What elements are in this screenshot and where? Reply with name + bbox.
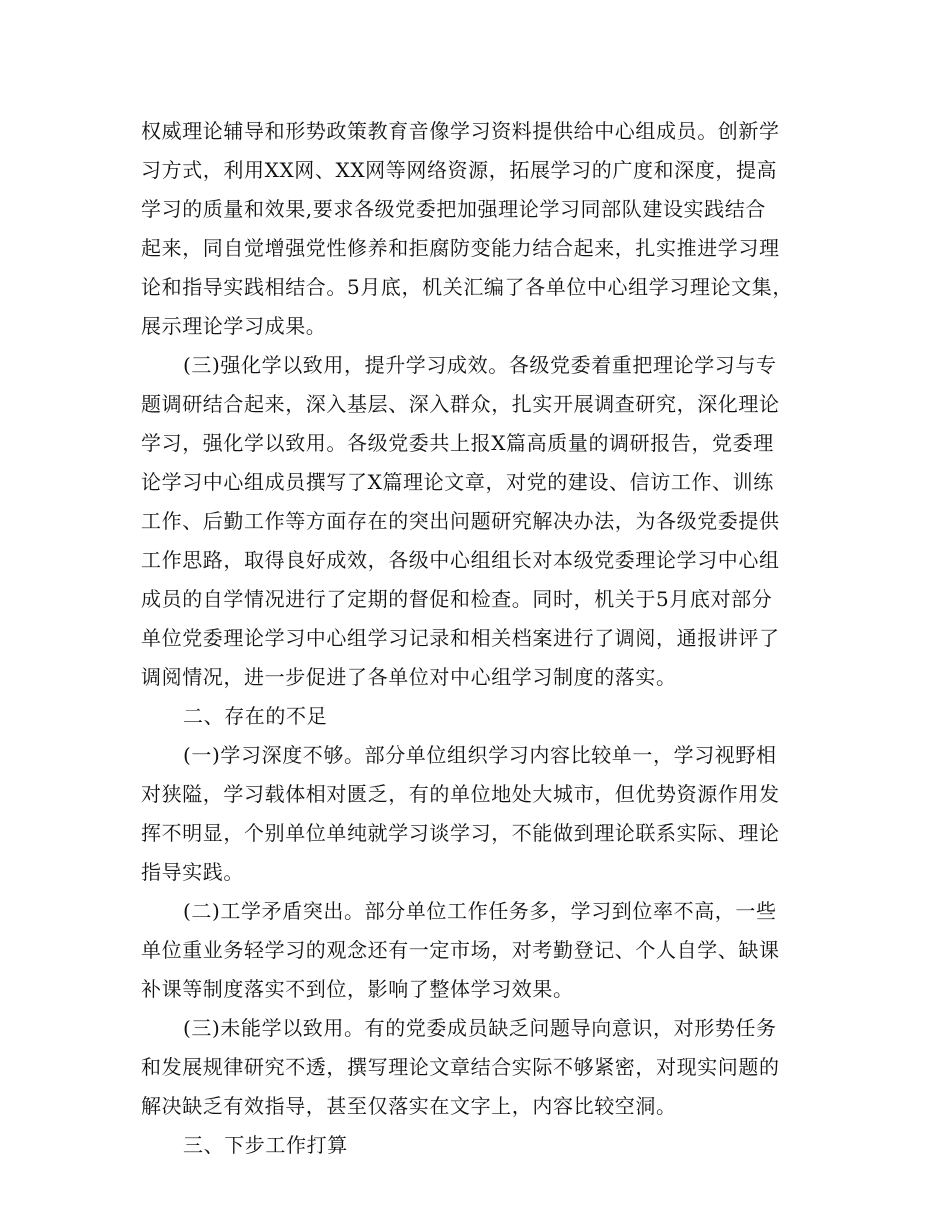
paragraph-line: 和发展规律研究不透，撰写理论文章结合实际不够紧密，对现实问题的	[141, 1055, 780, 1079]
paragraph-line: 补课等制度落实不到位，影响了整体学习效果。	[141, 977, 574, 1001]
paragraph-line: 习方式，利用XX网、XX网等网络资源，拓展学习的广度和深度，提高	[141, 158, 778, 182]
paragraph-line: 对狭隘，学习载体相对匮乏，有的单位地处大城市，但优势资源作用发	[141, 782, 780, 806]
paragraph-line: 单位党委理论学习中心组学习记录和相关档案进行了调阅，通报讲评了	[141, 626, 780, 650]
paragraph-line: 工作思路，取得良好成效，各级中心组组长对本级党委理论学习中心组	[141, 548, 780, 572]
paragraph-line: 单位重业务轻学习的观念还有一定市场，对考勤登记、个人自学、缺课	[141, 938, 780, 962]
paragraph-first-line: (三)强化学以致用，提升学习成效。各级党委着重把理论学习与专	[183, 353, 777, 377]
paragraph-first-line: 二、存在的不足	[183, 704, 328, 728]
paragraph-line: 学习，强化学以致用。各级党委共上报X篇高质量的调研报告，党委理	[141, 431, 774, 455]
paragraph-line: 题调研结合起来，深入基层、深入群众，扎实开展调查研究，深化理论	[141, 392, 780, 416]
paragraph-line: 论和指导实践相结合。5月底，机关汇编了各单位中心组学习理论文集，	[141, 275, 793, 299]
paragraph-line: 展示理论学习成果。	[141, 314, 327, 338]
paragraph-first-line: (三)未能学以致用。有的党委成员缺乏问题导向意识，对形势任务	[183, 1016, 777, 1040]
paragraph-line: 解决缺乏有效指导，甚至仅落实在文字上，内容比较空洞。	[141, 1094, 677, 1118]
paragraph-line: 权威理论辅导和形势政策教育音像学习资料提供给中心组成员。创新学	[141, 119, 780, 143]
paragraph-line: 指导实践。	[141, 860, 244, 884]
paragraph-line: 论学习中心组成员撰写了X篇理论文章，对党的建设、信访工作、训练	[141, 470, 774, 494]
document-body	[141, 112, 831, 1165]
paragraph-line: 调阅情况，进一步促进了各单位对中心组学习制度的落实。	[141, 665, 677, 689]
paragraph-line: 学习的质量和效果,要求各级党委把加强理论学习同部队建设实践结合	[141, 197, 766, 221]
paragraph-line: 起来，同自觉增强党性修养和拒腐防变能力结合起来，扎实推进学习理	[141, 236, 780, 260]
paragraph-first-line: 三、下步工作打算	[183, 1133, 348, 1157]
paragraph-first-line: (一)学习深度不够。部分单位组织学习内容比较单一，学习视野相	[183, 743, 777, 767]
paragraph-first-line: (二)工学矛盾突出。部分单位工作任务多，学习到位率不高，一些	[183, 899, 777, 923]
paragraph-line: 成员的自学情况进行了定期的督促和检查。同时，机关于5月底对部分	[141, 587, 773, 611]
paragraph-line: 工作、后勤工作等方面存在的突出问题研究解决办法，为各级党委提供	[141, 509, 780, 533]
paragraph-line: 挥不明显，个别单位单纯就学习谈学习，不能做到理论联系实际、理论	[141, 821, 780, 845]
